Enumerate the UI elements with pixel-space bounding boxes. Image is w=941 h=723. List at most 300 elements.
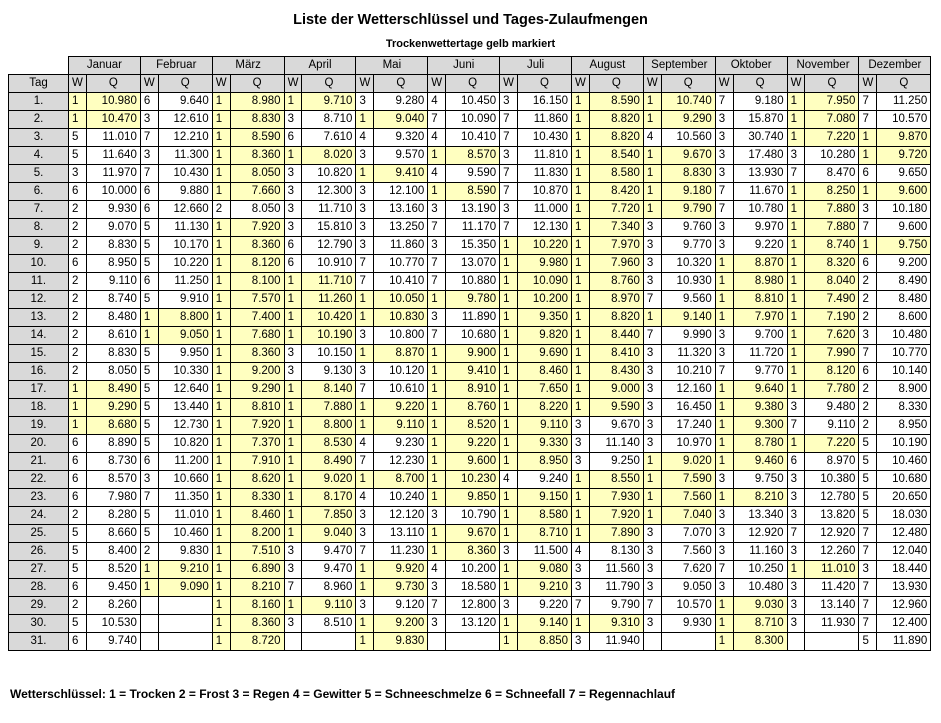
weather-key-cell: 7 — [859, 111, 877, 129]
inflow-cell: 8.320 — [805, 255, 859, 273]
weather-key-cell: 1 — [643, 507, 661, 525]
inflow-cell: 10.190 — [877, 435, 931, 453]
weather-key-cell: 7 — [500, 183, 518, 201]
weather-key-cell: 1 — [140, 309, 158, 327]
inflow-cell: 12.100 — [374, 183, 428, 201]
weather-key-cell: 1 — [500, 435, 518, 453]
weather-key-cell: 3 — [715, 543, 733, 561]
weather-key-cell: 3 — [859, 201, 877, 219]
weather-key-cell: 1 — [212, 453, 230, 471]
inflow-cell: 8.710 — [518, 525, 572, 543]
weather-key-cell: 3 — [284, 219, 302, 237]
inflow-cell — [661, 633, 715, 651]
table-row — [9, 507, 931, 525]
weather-key-cell: 5 — [69, 129, 87, 147]
weather-key-cell: 7 — [572, 597, 590, 615]
weather-key-cell: 1 — [572, 309, 590, 327]
inflow-cell: 10.210 — [661, 363, 715, 381]
inflow-cell: 9.040 — [374, 111, 428, 129]
table-row — [9, 273, 931, 291]
day-cell: 5. — [9, 165, 69, 183]
weather-key-cell: 5 — [69, 525, 87, 543]
weather-key-cell: 3 — [643, 435, 661, 453]
weather-key-cell: 2 — [69, 363, 87, 381]
inflow-cell: 8.800 — [302, 417, 356, 435]
inflow-cell: 10.980 — [86, 93, 140, 111]
weather-key-cell: 3 — [428, 579, 446, 597]
inflow-cell: 8.480 — [86, 309, 140, 327]
month-header: Januar — [69, 57, 141, 75]
weather-key-cell: 3 — [643, 615, 661, 633]
weather-key-cell — [428, 633, 446, 651]
inflow-cell: 9.110 — [374, 417, 428, 435]
weather-key-cell: 7 — [859, 345, 877, 363]
inflow-cell: 8.330 — [877, 399, 931, 417]
weather-key-cell: 7 — [428, 597, 446, 615]
weather-key-cell: 7 — [859, 579, 877, 597]
weather-key-cell: 3 — [284, 183, 302, 201]
weather-key-cell: 1 — [69, 93, 87, 111]
weather-key-cell: 1 — [500, 237, 518, 255]
weather-key-cell: 3 — [643, 273, 661, 291]
weather-key-cell: 1 — [356, 309, 374, 327]
inflow-cell: 8.130 — [589, 543, 643, 561]
weather-key-cell: 1 — [715, 381, 733, 399]
weather-key-cell: 3 — [643, 219, 661, 237]
inflow-cell: 8.730 — [86, 453, 140, 471]
weather-key-cell: 3 — [500, 543, 518, 561]
weather-key-cell: 1 — [428, 399, 446, 417]
table-row — [9, 219, 931, 237]
inflow-cell: 7.890 — [589, 525, 643, 543]
q-header: Q — [805, 75, 859, 93]
inflow-cell: 8.890 — [86, 435, 140, 453]
inflow-cell: 10.680 — [446, 327, 500, 345]
inflow-cell: 12.480 — [877, 525, 931, 543]
weather-key-cell: 7 — [428, 255, 446, 273]
weather-key-legend: Wetterschlüssel: 1 = Trocken 2 = Frost 3 = Regen 4 = Gewitter 5 = Schneeschmelze 6 = Schneefall 7 = Regennachlauf — [10, 687, 676, 701]
inflow-cell: 9.570 — [374, 147, 428, 165]
weather-key-cell: 1 — [715, 435, 733, 453]
weather-key-cell: 3 — [715, 345, 733, 363]
weather-key-cell: 1 — [500, 345, 518, 363]
weather-key-cell: 1 — [643, 453, 661, 471]
weather-key-cell: 7 — [500, 219, 518, 237]
inflow-cell: 8.700 — [374, 471, 428, 489]
day-cell: 29. — [9, 597, 69, 615]
weather-key-cell: 1 — [787, 345, 805, 363]
weather-key-cell: 3 — [356, 183, 374, 201]
weather-key-cell: 7 — [356, 543, 374, 561]
inflow-cell: 9.730 — [374, 579, 428, 597]
inflow-cell: 10.460 — [877, 453, 931, 471]
inflow-cell: 7.960 — [589, 255, 643, 273]
inflow-cell: 8.820 — [589, 129, 643, 147]
inflow-cell: 12.640 — [158, 381, 212, 399]
day-cell: 17. — [9, 381, 69, 399]
weather-key-cell: 1 — [500, 273, 518, 291]
weather-key-cell: 3 — [428, 507, 446, 525]
inflow-cell: 9.600 — [446, 453, 500, 471]
weather-key-cell: 1 — [356, 471, 374, 489]
inflow-cell: 10.680 — [877, 471, 931, 489]
inflow-cell: 8.220 — [518, 399, 572, 417]
inflow-cell: 9.200 — [877, 255, 931, 273]
weather-key-cell: 5 — [859, 507, 877, 525]
weather-key-cell: 1 — [140, 561, 158, 579]
inflow-cell: 10.170 — [158, 237, 212, 255]
inflow-cell: 11.930 — [805, 615, 859, 633]
inflow-cell: 11.420 — [805, 579, 859, 597]
weather-key-cell: 1 — [212, 543, 230, 561]
weather-key-cell: 2 — [69, 219, 87, 237]
inflow-cell: 9.900 — [446, 345, 500, 363]
inflow-cell: 9.920 — [374, 561, 428, 579]
weather-key-cell: 1 — [212, 255, 230, 273]
weather-key-cell: 1 — [715, 597, 733, 615]
inflow-cell: 9.150 — [518, 489, 572, 507]
inflow-cell: 13.110 — [374, 525, 428, 543]
inflow-cell: 9.080 — [518, 561, 572, 579]
inflow-cell: 16.150 — [518, 93, 572, 111]
weather-key-cell: 3 — [428, 309, 446, 327]
weather-key-cell: 2 — [859, 273, 877, 291]
q-header: Q — [733, 75, 787, 93]
inflow-cell — [158, 633, 212, 651]
w-header: W — [69, 75, 87, 93]
weather-key-cell: 1 — [284, 291, 302, 309]
inflow-cell: 7.040 — [661, 507, 715, 525]
weather-key-cell: 3 — [284, 201, 302, 219]
inflow-cell: 10.430 — [518, 129, 572, 147]
weather-key-cell: 1 — [572, 525, 590, 543]
weather-key-cell: 5 — [140, 291, 158, 309]
inflow-cell: 8.980 — [230, 93, 284, 111]
weather-key-cell: 1 — [500, 525, 518, 543]
inflow-cell: 8.910 — [446, 381, 500, 399]
weather-key-cell — [643, 633, 661, 651]
inflow-cell: 18.580 — [446, 579, 500, 597]
inflow-cell: 9.600 — [877, 183, 931, 201]
inflow-cell: 8.550 — [589, 471, 643, 489]
table-row — [9, 381, 931, 399]
inflow-cell: 8.210 — [733, 489, 787, 507]
day-cell: 4. — [9, 147, 69, 165]
weather-key-cell: 1 — [140, 579, 158, 597]
inflow-cell: 17.240 — [661, 417, 715, 435]
weather-key-cell: 3 — [140, 471, 158, 489]
weather-key-cell: 7 — [428, 219, 446, 237]
inflow-cell: 12.300 — [302, 183, 356, 201]
inflow-cell: 9.050 — [158, 327, 212, 345]
weather-key-cell: 3 — [643, 345, 661, 363]
weather-key-cell: 3 — [572, 453, 590, 471]
inflow-cell: 11.560 — [589, 561, 643, 579]
weather-key-cell: 1 — [787, 363, 805, 381]
inflow-cell: 8.570 — [446, 147, 500, 165]
weather-key-cell: 1 — [428, 417, 446, 435]
inflow-cell: 13.120 — [446, 615, 500, 633]
inflow-cell: 8.210 — [230, 579, 284, 597]
weather-key-cell: 3 — [715, 579, 733, 597]
inflow-cell: 10.220 — [518, 237, 572, 255]
inflow-cell: 9.880 — [158, 183, 212, 201]
inflow-cell: 10.930 — [661, 273, 715, 291]
day-cell: 28. — [9, 579, 69, 597]
inflow-cell: 8.580 — [518, 507, 572, 525]
weather-key-cell: 1 — [715, 291, 733, 309]
inflow-cell: 11.250 — [877, 93, 931, 111]
inflow-cell: 7.930 — [589, 489, 643, 507]
inflow-cell: 8.830 — [230, 111, 284, 129]
inflow-cell: 8.490 — [877, 273, 931, 291]
inflow-cell: 9.410 — [374, 165, 428, 183]
weather-key-cell: 2 — [69, 507, 87, 525]
inflow-cell — [805, 633, 859, 651]
inflow-cell: 11.010 — [158, 507, 212, 525]
weather-key-cell: 2 — [69, 597, 87, 615]
weather-key-cell: 3 — [715, 507, 733, 525]
weather-key-cell: 5 — [69, 543, 87, 561]
inflow-cell: 11.010 — [86, 129, 140, 147]
table-row — [9, 147, 931, 165]
inflow-cell: 8.590 — [446, 183, 500, 201]
weather-key-cell: 7 — [643, 327, 661, 345]
weather-key-cell: 7 — [787, 525, 805, 543]
inflow-cell: 9.820 — [518, 327, 572, 345]
weather-key-cell: 6 — [140, 453, 158, 471]
inflow-cell: 12.130 — [518, 219, 572, 237]
month-header: März — [212, 57, 284, 75]
w-header: W — [715, 75, 733, 93]
inflow-cell: 8.170 — [302, 489, 356, 507]
inflow-cell: 11.710 — [302, 201, 356, 219]
inflow-cell: 9.130 — [302, 363, 356, 381]
weather-key-cell: 1 — [500, 381, 518, 399]
inflow-cell: 11.790 — [589, 579, 643, 597]
inflow-cell: 9.460 — [733, 453, 787, 471]
table-row — [9, 579, 931, 597]
weather-key-cell: 3 — [428, 237, 446, 255]
day-cell: 15. — [9, 345, 69, 363]
inflow-cell: 8.160 — [230, 597, 284, 615]
day-cell: 16. — [9, 363, 69, 381]
month-header: Juni — [428, 57, 500, 75]
weather-key-cell: 1 — [428, 345, 446, 363]
inflow-cell: 9.470 — [302, 561, 356, 579]
day-cell: 19. — [9, 417, 69, 435]
inflow-cell: 10.780 — [733, 201, 787, 219]
weather-key-cell: 3 — [859, 327, 877, 345]
inflow-cell: 10.380 — [805, 471, 859, 489]
w-header: W — [356, 75, 374, 93]
inflow-cell: 12.790 — [302, 237, 356, 255]
inflow-cell: 10.250 — [733, 561, 787, 579]
weather-key-cell: 3 — [284, 345, 302, 363]
inflow-cell: 12.210 — [158, 129, 212, 147]
w-header: W — [859, 75, 877, 93]
inflow-cell: 8.760 — [589, 273, 643, 291]
weather-key-cell: 1 — [715, 615, 733, 633]
weather-key-cell: 1 — [428, 147, 446, 165]
weather-key-cell: 3 — [715, 111, 733, 129]
weather-key-cell: 5 — [140, 525, 158, 543]
inflow-cell: 9.290 — [661, 111, 715, 129]
w-header: W — [787, 75, 805, 93]
weather-key-cell: 1 — [212, 219, 230, 237]
weather-key-cell: 3 — [787, 471, 805, 489]
weather-key-cell: 1 — [643, 183, 661, 201]
inflow-cell: 10.480 — [877, 327, 931, 345]
inflow-cell: 10.320 — [661, 255, 715, 273]
weather-key-cell: 7 — [643, 597, 661, 615]
weather-key-cell: 4 — [356, 129, 374, 147]
table-row — [9, 291, 931, 309]
day-cell: 21. — [9, 453, 69, 471]
q-header: Q — [158, 75, 212, 93]
weather-key-cell: 3 — [500, 201, 518, 219]
w-header: W — [643, 75, 661, 93]
inflow-cell: 8.820 — [589, 309, 643, 327]
inflow-cell: 7.980 — [86, 489, 140, 507]
weather-key-cell: 1 — [212, 561, 230, 579]
inflow-cell: 11.830 — [518, 165, 572, 183]
weather-key-cell: 7 — [140, 165, 158, 183]
inflow-cell: 13.190 — [446, 201, 500, 219]
weather-key-cell: 1 — [212, 507, 230, 525]
inflow-cell: 10.420 — [302, 309, 356, 327]
inflow-cell: 10.230 — [446, 471, 500, 489]
weather-key-cell: 5 — [859, 633, 877, 651]
inflow-cell: 7.880 — [805, 219, 859, 237]
weather-key-cell: 1 — [572, 345, 590, 363]
weather-key-cell: 1 — [212, 579, 230, 597]
inflow-cell: 12.920 — [805, 525, 859, 543]
weather-key-cell: 3 — [643, 579, 661, 597]
inflow-cell: 9.280 — [374, 93, 428, 111]
weather-key-cell: 1 — [859, 129, 877, 147]
inflow-cell: 10.800 — [374, 327, 428, 345]
table-row — [9, 471, 931, 489]
inflow-cell: 12.610 — [158, 111, 212, 129]
weather-key-cell: 7 — [356, 453, 374, 471]
weather-key-cell — [787, 633, 805, 651]
page-subtitle: Trockenwettertage gelb markiert — [385, 38, 556, 50]
inflow-cell: 11.230 — [374, 543, 428, 561]
weather-key-cell: 1 — [787, 309, 805, 327]
weather-key-cell: 3 — [356, 507, 374, 525]
weather-key-cell: 6 — [69, 435, 87, 453]
inflow-cell: 8.490 — [86, 381, 140, 399]
weather-key-cell: 1 — [572, 507, 590, 525]
inflow-cell: 11.260 — [302, 291, 356, 309]
inflow-cell: 7.400 — [230, 309, 284, 327]
q-header: Q — [86, 75, 140, 93]
weather-key-cell: 1 — [500, 363, 518, 381]
weather-key-cell: 3 — [500, 93, 518, 111]
inflow-cell: 10.120 — [374, 363, 428, 381]
day-cell: 3. — [9, 129, 69, 147]
inflow-cell: 11.000 — [518, 201, 572, 219]
weather-key-cell: 1 — [787, 219, 805, 237]
weather-key-cell: 1 — [284, 507, 302, 525]
weather-key-cell: 3 — [284, 165, 302, 183]
weather-key-cell: 1 — [212, 597, 230, 615]
inflow-cell: 9.650 — [877, 165, 931, 183]
inflow-cell: 8.050 — [230, 165, 284, 183]
inflow-cell: 9.760 — [661, 219, 715, 237]
weather-key-cell: 2 — [69, 201, 87, 219]
inflow-cell: 9.210 — [158, 561, 212, 579]
inflow-cell: 7.070 — [661, 525, 715, 543]
inflow-cell: 10.870 — [518, 183, 572, 201]
weather-key-cell: 3 — [356, 363, 374, 381]
inflow-cell: 12.040 — [877, 543, 931, 561]
day-cell: 6. — [9, 183, 69, 201]
inflow-cell: 7.990 — [805, 345, 859, 363]
table-row — [9, 399, 931, 417]
weather-key-cell: 2 — [859, 381, 877, 399]
table-row — [9, 111, 931, 129]
weather-key-cell: 1 — [212, 291, 230, 309]
inflow-cell: 7.610 — [302, 129, 356, 147]
inflow-cell: 9.030 — [733, 597, 787, 615]
inflow-cell: 8.430 — [589, 363, 643, 381]
weather-key-cell: 1 — [356, 165, 374, 183]
weather-key-cell: 1 — [284, 309, 302, 327]
weather-key-cell: 7 — [140, 129, 158, 147]
weather-key-cell: 1 — [715, 399, 733, 417]
weather-key-cell: 1 — [212, 417, 230, 435]
weather-key-cell: 6 — [69, 489, 87, 507]
inflow-cell: 12.160 — [661, 381, 715, 399]
inflow-cell: 9.040 — [302, 525, 356, 543]
inflow-cell: 10.050 — [374, 291, 428, 309]
weather-key-cell: 1 — [284, 471, 302, 489]
weather-key-cell: 1 — [69, 417, 87, 435]
weather-key-cell: 1 — [356, 291, 374, 309]
inflow-cell: 15.870 — [733, 111, 787, 129]
weather-key-cell: 3 — [715, 237, 733, 255]
inflow-cell: 10.200 — [446, 561, 500, 579]
weather-key-cell: 3 — [500, 597, 518, 615]
inflow-cell: 10.150 — [302, 345, 356, 363]
weather-key-cell: 5 — [69, 615, 87, 633]
weather-key-cell: 1 — [643, 111, 661, 129]
inflow-cell: 9.220 — [374, 399, 428, 417]
day-cell: 11. — [9, 273, 69, 291]
day-cell: 8. — [9, 219, 69, 237]
inflow-cell: 12.960 — [877, 597, 931, 615]
inflow-cell: 8.120 — [230, 255, 284, 273]
inflow-cell: 8.810 — [733, 291, 787, 309]
weather-key-cell: 1 — [356, 417, 374, 435]
inflow-cell: 9.230 — [374, 435, 428, 453]
inflow-cell: 9.320 — [374, 129, 428, 147]
weather-key-cell: 1 — [787, 291, 805, 309]
inflow-cell: 8.050 — [86, 363, 140, 381]
weather-key-cell: 3 — [356, 219, 374, 237]
weather-key-cell: 2 — [69, 237, 87, 255]
inflow-cell: 8.710 — [302, 111, 356, 129]
weather-key-cell: 7 — [859, 615, 877, 633]
weather-key-cell: 3 — [643, 237, 661, 255]
inflow-cell: 11.640 — [86, 147, 140, 165]
inflow-cell: 7.080 — [805, 111, 859, 129]
inflow-cell: 9.220 — [733, 237, 787, 255]
table-row — [9, 183, 931, 201]
inflow-cell: 13.930 — [733, 165, 787, 183]
